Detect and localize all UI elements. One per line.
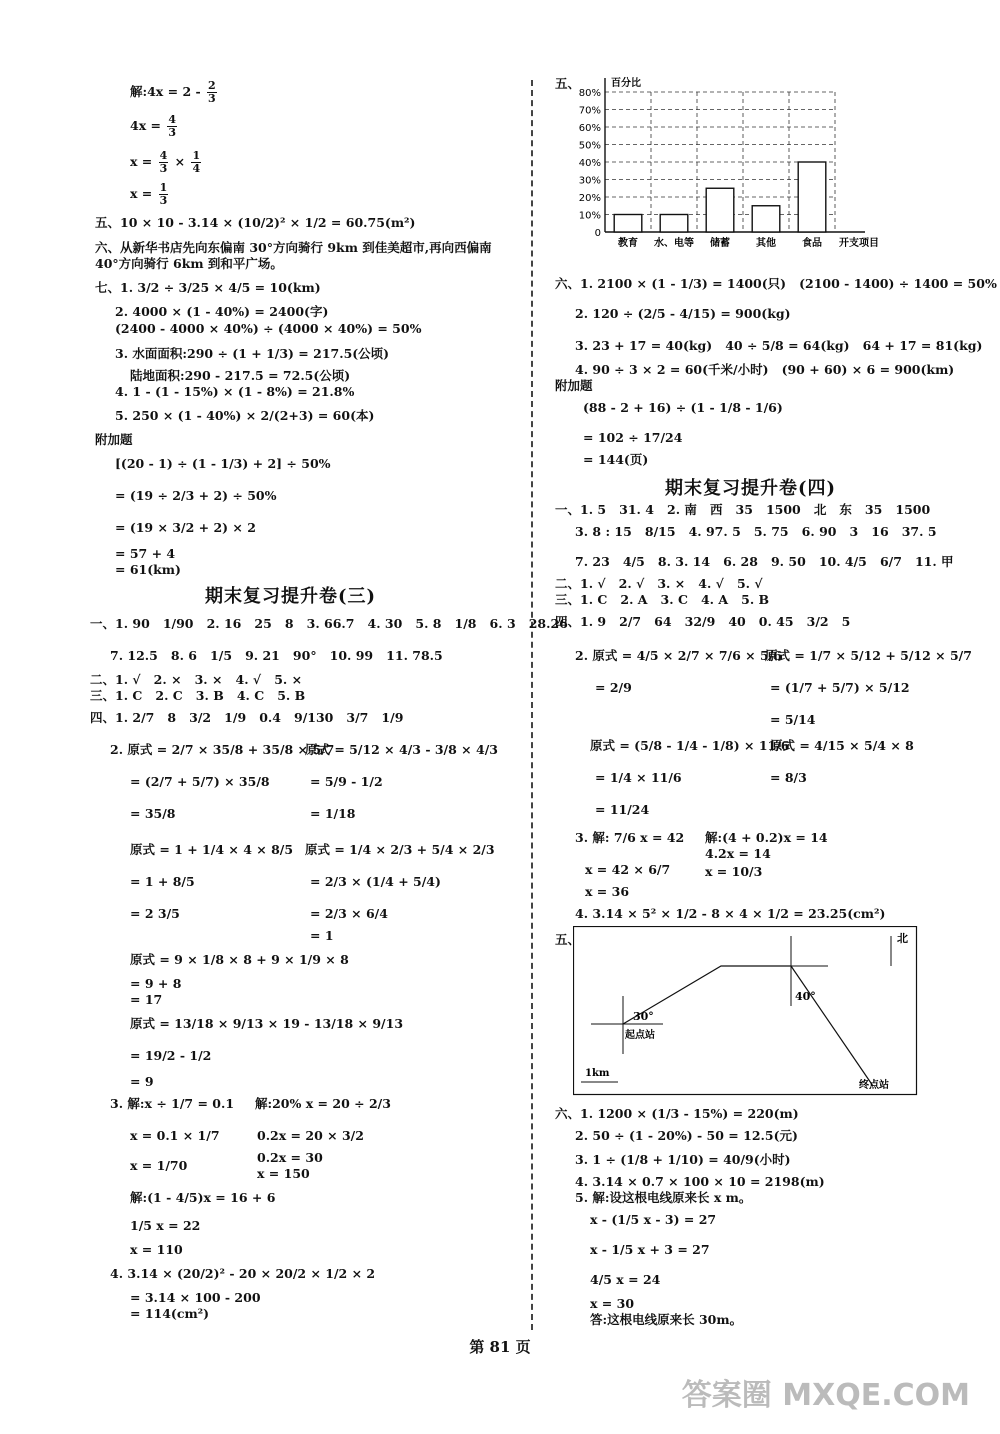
answer-line: = 9 + 8 — [130, 976, 182, 991]
category-label: 储蓄 — [710, 238, 730, 249]
angle-label-1: 30° — [633, 1010, 654, 1023]
answer-line: = 35/8 — [130, 806, 176, 821]
answer-line: = 102 ÷ 17/24 — [583, 430, 683, 445]
answer-line: 四、1. 9 2/7 64 32/9 40 0. 45 3/2 5 — [555, 614, 851, 629]
section-label: 附加题 — [95, 432, 133, 447]
answer-line: = 8/3 — [770, 770, 807, 785]
column-divider — [531, 80, 533, 1330]
y-tick-label: 30% — [578, 175, 601, 187]
answer-line: 4. 3.14 × 5² × 1/2 - 8 × 4 × 1/2 = 23.25(cm²) — [575, 906, 886, 921]
answer-line: 七、1. 3/2 ÷ 3/25 × 4/5 = 10(km) — [95, 280, 321, 295]
section-label: 五、 — [555, 76, 581, 91]
solution-line: x = $\frac{1}{3}$ — [130, 181, 168, 207]
answer-line: 原式 = 4/15 × 5/4 × 8 — [770, 738, 914, 753]
answer-line: x = 36 — [585, 884, 630, 899]
answer-line: = 61(km) — [115, 562, 181, 577]
answer-line: 原式 = 1 + 1/4 × 4 × 8/5 — [130, 842, 294, 857]
answer-line: = 3.14 × 100 - 200 — [130, 1290, 261, 1305]
answer-line: 4. 3.14 × (20/2)² - 20 × 20/2 × 1/2 × 2 — [110, 1266, 376, 1281]
answer-line: = 57 + 4 — [115, 546, 176, 561]
direction-map — [573, 926, 918, 1096]
answer-line: = 17 — [130, 992, 163, 1007]
answer-line: 4/5 x = 24 — [590, 1272, 661, 1287]
answer-line: = (1/7 + 5/7) × 5/12 — [770, 680, 910, 695]
answer-line: 4.2x = 14 — [705, 846, 771, 861]
y-tick-label: 20% — [578, 193, 601, 204]
answer-line: 2. 原式 = 2/7 × 35/8 + 35/8 × 5/7 — [110, 742, 335, 757]
answer-line: 2. 原式 = 4/5 × 2/7 × 7/6 × 5/6 — [575, 648, 782, 663]
bar — [798, 162, 826, 232]
y-axis-label: 百分比 — [611, 78, 641, 89]
answer-line: = 2/3 × (1/4 + 5/4) — [310, 874, 441, 889]
answer-line: 4. 1 - (1 - 15%) × (1 - 8%) = 21.8% — [115, 384, 355, 399]
answer-line: 3. 8 : 15 8/15 4. 97. 5 5. 75 6. 90 3 16 37. 5 — [575, 524, 937, 539]
category-label: 水、电等 — [654, 238, 694, 249]
category-label: 其他 — [756, 238, 776, 249]
answer-line: = (19 ÷ 2/3 + 2) ÷ 50% — [115, 488, 277, 503]
answer-line: 原式 = (5/8 - 1/4 - 1/8) × 11/6 — [590, 738, 790, 753]
answer-line: 六、从新华书店先向东偏南 30°方向骑行 9km 到佳美超市,再向西偏南 — [95, 240, 492, 255]
answer-line: = 9 — [130, 1074, 154, 1089]
answer-line: (88 - 2 + 16) ÷ (1 - 1/8 - 1/6) — [583, 400, 783, 415]
answer-line: 陆地面积:290 - 217.5 = 72.5(公顷) — [130, 368, 351, 383]
x-axis-label: 开支项目 — [839, 238, 879, 249]
solution-line: x = $\frac{4}{3}$ × $\frac{1}{4}$ — [130, 149, 201, 175]
category-label: 食品 — [802, 238, 822, 249]
y-tick-label: 0 — [594, 228, 601, 239]
solution-line: 4x = $\frac{4}{3}$ — [130, 113, 176, 139]
answer-line: 六、1. 2100 × (1 - 1/3) = 1400(只) (2100 - 1400) ÷ 1400 = 50% — [555, 276, 997, 291]
answer-line: 一、1. 5 31. 4 2. 南 西 35 1500 北 东 35 1500 — [555, 502, 931, 517]
y-tick-label: 10% — [578, 210, 601, 222]
answer-line: = 1/18 — [310, 806, 356, 821]
y-tick-label: 80% — [578, 88, 601, 99]
answer-line: 3. 解: 7/6 x = 42 — [575, 830, 685, 845]
answer-line: 1/5 x = 22 — [130, 1218, 201, 1233]
answer-line: = 19/2 - 1/2 — [130, 1048, 212, 1063]
section-heading: 期末复习提升卷(四) — [665, 478, 837, 499]
angle-label-2: 40° — [795, 990, 816, 1003]
y-tick-label: 70% — [578, 105, 601, 117]
answer-line: = 5/14 — [770, 712, 816, 727]
y-tick-label: 60% — [578, 123, 601, 134]
answer-line: 3. 水面面积:290 ÷ (1 + 1/3) = 217.5(公顷) — [115, 346, 390, 361]
answer-line: 三、1. C 2. A 3. C 4. A 5. B — [555, 592, 770, 607]
answer-line: 原式 = 13/18 × 9/13 × 19 - 13/18 × 9/13 — [130, 1016, 404, 1031]
answer-line: x = 10/3 — [705, 864, 763, 879]
answer-line: 解:(4 + 0.2)x = 14 — [705, 830, 828, 845]
answer-line: 原式 = 9 × 1/8 × 8 + 9 × 1/9 × 8 — [130, 952, 349, 967]
answer-line: x = 110 — [130, 1242, 183, 1257]
answer-line: 2. 4000 × (1 - 40%) = 2400(字) — [115, 304, 329, 319]
answer-line: 7. 12.5 8. 6 1/5 9. 21 90° 10. 99 11. 78.5 — [110, 648, 443, 663]
answer-line: = (19 × 3/2 + 2) × 2 — [115, 520, 256, 535]
answer-line: = 11/24 — [595, 802, 650, 817]
answer-line: 3. 1 ÷ (1/8 + 1/10) = 40/9(小时) — [575, 1152, 791, 1167]
y-tick-label: 40% — [578, 158, 601, 169]
bar — [752, 206, 780, 232]
answer-line: x = 42 × 6/7 — [585, 862, 671, 877]
answer-line: 0.2x = 30 — [257, 1150, 323, 1165]
map-frame — [574, 927, 917, 1095]
section-heading: 期末复习提升卷(三) — [205, 586, 377, 607]
answer-line: 六、1. 1200 × (1/3 - 15%) = 220(m) — [555, 1106, 799, 1121]
answer-line: 3. 23 + 17 = 40(kg) 40 ÷ 5/8 = 64(kg) 64 + 17 = 81(kg) — [575, 338, 983, 353]
answer-line: 三、1. C 2. C 3. B 4. C 5. B — [90, 688, 306, 703]
answer-line: = 2/9 — [595, 680, 632, 695]
answer-line: [(20 - 1) ÷ (1 - 1/3) + 2] ÷ 50% — [115, 456, 331, 471]
answer-line: 5. 解:设这根电线原来长 x m。 — [575, 1190, 752, 1205]
end-station-label: 终点站 — [859, 1080, 889, 1091]
answer-line: 2. 50 ÷ (1 - 20%) - 50 = 12.5(元) — [575, 1128, 798, 1143]
answer-line: 3. 解:x ÷ 1/7 = 0.1 — [110, 1096, 235, 1111]
bar — [660, 215, 688, 233]
answer-line: 二、1. √ 2. × 3. × 4. √ 5. × — [90, 672, 303, 687]
answer-line: (2400 - 4000 × 40%) ÷ (4000 × 40%) = 50% — [115, 321, 422, 336]
answer-line: 四、1. 2/7 8 3/2 1/9 0.4 9/130 3/7 1/9 — [90, 710, 404, 725]
answer-line: x = 0.1 × 1/7 — [130, 1128, 220, 1143]
answer-line: = 114(cm²) — [130, 1306, 210, 1321]
answer-line: 7. 23 4/5 8. 3. 14 6. 28 9. 50 10. 4/5 6/7 11. 甲 — [575, 554, 954, 569]
answer-line: = 1/4 × 11/6 — [595, 770, 682, 785]
answer-line: x = 30 — [590, 1296, 635, 1311]
answer-line: 2. 120 ÷ (2/5 - 4/15) = 900(kg) — [575, 306, 791, 321]
answer-line: = 144(页) — [583, 452, 649, 467]
bar-chart-svg — [555, 70, 895, 270]
solution-line: 解:4x = 2 - $\frac{2}{3}$ — [130, 79, 216, 105]
answer-line: = 1 — [310, 928, 334, 943]
answer-line: = (2/7 + 5/7) × 35/8 — [130, 774, 270, 789]
answer-line: 原式 = 5/12 × 4/3 - 3/8 × 4/3 — [305, 742, 498, 757]
answer-line: = 2 3/5 — [130, 906, 180, 921]
page-number: 第 81 页 — [469, 1338, 531, 1356]
answer-line: 原式 = 1/4 × 2/3 + 5/4 × 2/3 — [305, 842, 495, 857]
answer-line: = 1 + 8/5 — [130, 874, 195, 889]
answer-line: 解:20% x = 20 ÷ 2/3 — [255, 1096, 391, 1111]
section-label: 五、 — [555, 932, 581, 947]
answer-line: x - (1/5 x - 3) = 27 — [590, 1212, 717, 1227]
answer-line: 答:这根电线原来长 30m。 — [590, 1312, 743, 1327]
answer-line: 二、1. √ 2. √ 3. × 4. √ 5. √ — [555, 576, 763, 591]
north-label: 北 — [897, 932, 908, 945]
y-tick-label: 50% — [578, 140, 601, 152]
answer-line: x - 1/5 x + 3 = 27 — [590, 1242, 710, 1257]
bar — [614, 215, 642, 233]
answer-line: 40°方向骑行 6km 到和平广场。 — [95, 256, 283, 271]
answer-line: 解:(1 - 4/5)x = 16 + 6 — [130, 1190, 276, 1205]
answer-line: 4. 90 ÷ 3 × 2 = 60(千米/小时) (90 + 60) × 6 = 900(km) — [575, 362, 955, 377]
watermark: 答案圈 MXQE.COM — [681, 1378, 970, 1413]
start-station-label: 起点站 — [625, 1030, 655, 1041]
answer-line: 一、1. 90 1/90 2. 16 25 8 3. 66.7 4. 30 5. 8 1/8 6. 3 28.26 — [90, 616, 568, 631]
answer-line: 五、10 × 10 - 3.14 × (10/2)² × 1/2 = 60.75(m²) — [95, 215, 416, 230]
answer-line: 0.2x = 20 × 3/2 — [257, 1128, 364, 1143]
category-label: 教育 — [618, 238, 638, 249]
answer-line: = 2/3 × 6/4 — [310, 906, 388, 921]
answer-line: 5. 250 × (1 - 40%) × 2/(2+3) = 60(本) — [115, 408, 375, 423]
answer-line: x = 150 — [257, 1166, 310, 1181]
bar — [706, 188, 734, 232]
answer-line: 原式 = 1/7 × 5/12 + 5/12 × 5/7 — [765, 648, 972, 663]
scale-label: 1km — [585, 1068, 610, 1079]
route-leg-2 — [791, 966, 873, 1086]
section-label: 附加题 — [555, 378, 593, 393]
answer-line: = 5/9 - 1/2 — [310, 774, 383, 789]
bar-chart — [555, 70, 895, 274]
answer-line: 4. 3.14 × 0.7 × 100 × 10 = 2198(m) — [575, 1174, 825, 1189]
answer-line: x = 1/70 — [130, 1158, 188, 1173]
